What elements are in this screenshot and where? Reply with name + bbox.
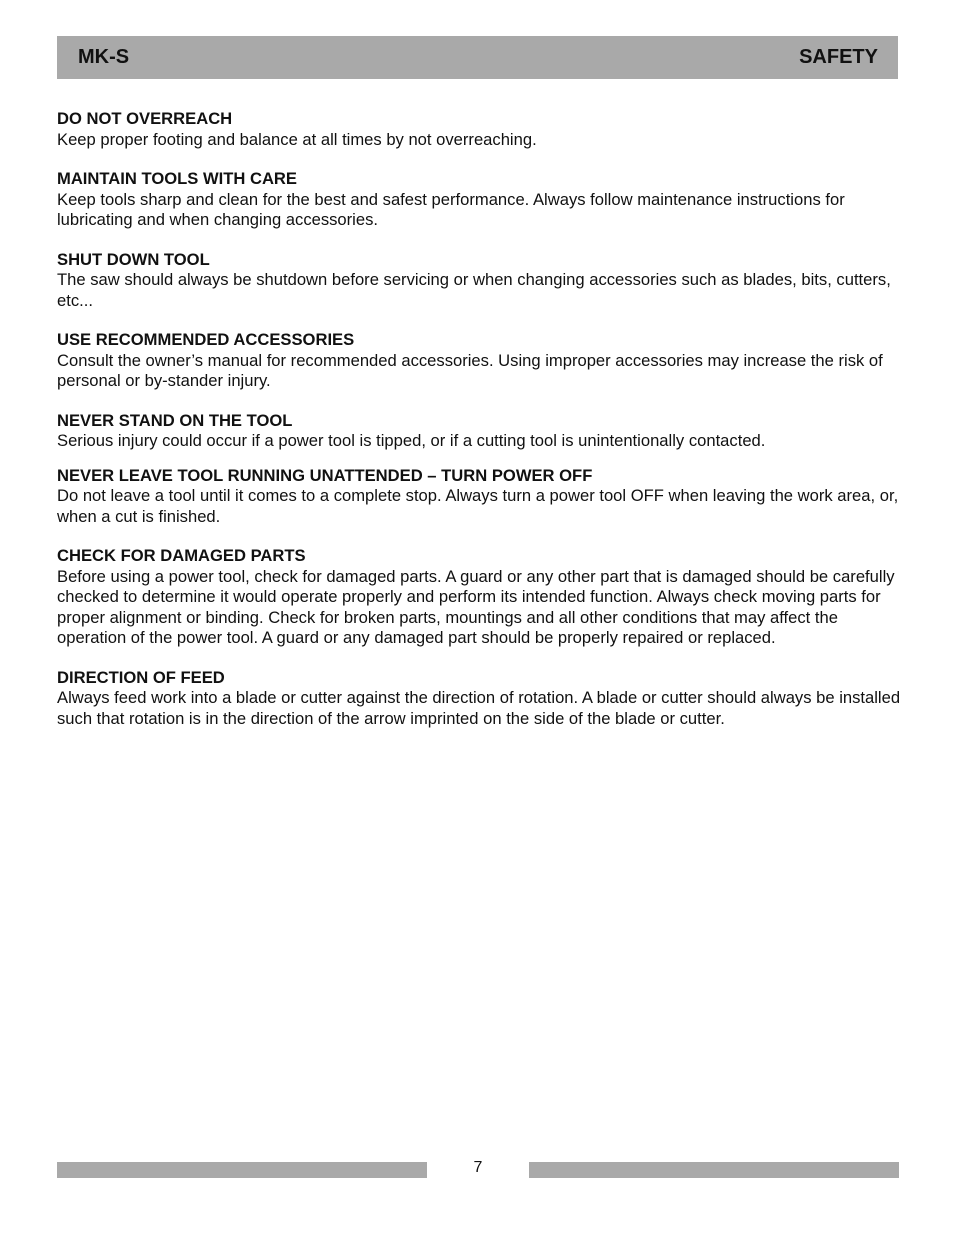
section-never-stand bbox=[57, 411, 902, 452]
section-heading: CHECK FOR DAMAGED PARTS bbox=[57, 546, 306, 565]
section-direction-of-feed bbox=[57, 668, 902, 730]
section-never-leave-running bbox=[57, 466, 902, 528]
section-shut-down-tool bbox=[57, 250, 902, 312]
section-maintain-tools bbox=[57, 169, 902, 231]
section-body: Consult the owner’s manual for recommended accessories. Using improper accessories may increase the risk of personal or by-stander injury. bbox=[57, 350, 883, 390]
section-heading: DO NOT OVERREACH bbox=[57, 109, 233, 128]
section-body: Always feed work into a blade or cutter against the direction of rotation. A blade or cutter should always be installed such that rotation is in the direction of the arrow imprinted on the side of the blade or cutter. bbox=[57, 688, 901, 728]
section-heading: NEVER STAND ON THE TOOL bbox=[57, 410, 293, 430]
section-recommended-accessories bbox=[57, 330, 902, 392]
section-heading: USE RECOMMENDED ACCESSORIES bbox=[57, 330, 355, 349]
footer-bar-right bbox=[529, 1162, 899, 1178]
section-body: Before using a power tool, check for damaged parts. A guard or any other part that is damaged should be carefully checked to determine it would operate properly and perform its intended function. Always check moving parts for proper alignment or binding. Check for broken parts, mountings and all other conditions that may affect the operation of the power tool. A guard or any damaged part should be properly repaired or replaced. bbox=[57, 566, 895, 647]
section-do-not-overreach bbox=[57, 109, 902, 150]
section-body: Keep tools sharp and clean for the best and safest performance. Always follow maintenance instructions for lubricating and when changing accessories. bbox=[57, 189, 845, 229]
section-body: Serious injury could occur if a power tool is tipped, or if a cutting tool is unintentionally contacted. bbox=[57, 431, 766, 450]
footer-bar-left bbox=[57, 1162, 427, 1178]
page-number: 7 bbox=[473, 1159, 483, 1176]
section-heading: SHUT DOWN TOOL bbox=[57, 249, 210, 269]
section-body: The saw should always be shutdown before servicing or when changing accessories such as blades, bits, cutters, etc... bbox=[57, 270, 891, 310]
section-body: Keep proper footing and balance at all times by not overreaching. bbox=[57, 129, 537, 149]
section-heading: NEVER LEAVE TOOL RUNNING UNATTENDED – TURN POWER OFF bbox=[57, 465, 593, 485]
section-title: SAFETY bbox=[799, 46, 878, 68]
section-damaged-parts bbox=[57, 546, 902, 649]
header-bar bbox=[57, 36, 898, 79]
model-name: MK-S bbox=[78, 46, 130, 68]
section-heading: MAINTAIN TOOLS WITH CARE bbox=[57, 169, 297, 188]
section-heading: DIRECTION OF FEED bbox=[57, 667, 225, 687]
safety-content bbox=[57, 109, 902, 748]
section-body: Do not leave a tool until it comes to a complete stop. Always turn a power tool OFF when leaving the work area, or, when a cut is finished. bbox=[57, 486, 899, 526]
